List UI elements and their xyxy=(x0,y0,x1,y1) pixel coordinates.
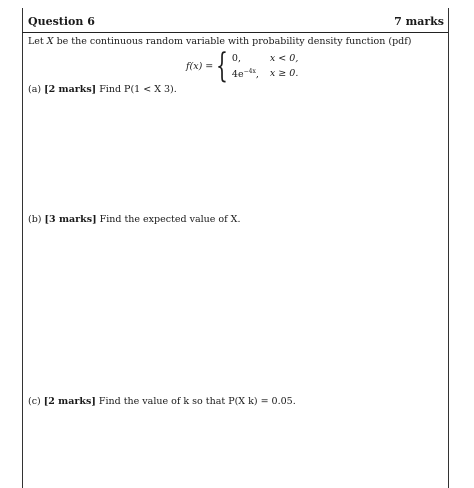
part-c-text: Find the value of k so that P(X k) = 0.05. xyxy=(98,396,296,407)
header-divider xyxy=(22,32,448,33)
part-c-label: (c) xyxy=(28,396,41,407)
case-1-value: 0, xyxy=(231,53,241,64)
page-border-left xyxy=(22,8,23,488)
part-b xyxy=(28,214,444,226)
intro-rest: be the continuous random variable with probability density function (pdf) xyxy=(56,36,412,47)
pdf-lhs: f(x) = xyxy=(186,60,214,72)
part-b-text: Find the expected value of X. xyxy=(99,214,241,225)
part-a xyxy=(28,84,444,96)
pdf-definition xyxy=(186,46,310,86)
part-a-marks: [2 marks] xyxy=(44,84,97,95)
question-marks: 7 marks xyxy=(394,14,444,28)
case-2-value xyxy=(232,68,266,80)
part-c xyxy=(28,396,444,408)
pdf-cases xyxy=(232,51,310,81)
case-2-exponent: −4x xyxy=(243,67,256,75)
question-header xyxy=(28,12,444,30)
part-c-marks: [2 marks] xyxy=(43,396,96,407)
question-intro xyxy=(28,36,444,48)
case-1-condition: x < 0, xyxy=(269,53,299,64)
part-b-marks: [3 marks] xyxy=(44,214,97,225)
case-2-tail: , xyxy=(255,68,259,80)
case-2-base: 4e xyxy=(231,68,244,80)
part-a-text: Find P(1 < X 3). xyxy=(99,84,177,95)
intro-variable: X xyxy=(46,36,54,47)
case-2-condition: x ≥ 0. xyxy=(269,68,299,79)
left-brace: { xyxy=(216,46,229,86)
intro-lead: Let xyxy=(28,36,44,47)
part-b-label: (b) xyxy=(28,214,42,225)
part-a-label: (a) xyxy=(28,84,42,95)
question-title: Question 6 xyxy=(28,14,95,28)
page-border-right xyxy=(448,8,449,488)
